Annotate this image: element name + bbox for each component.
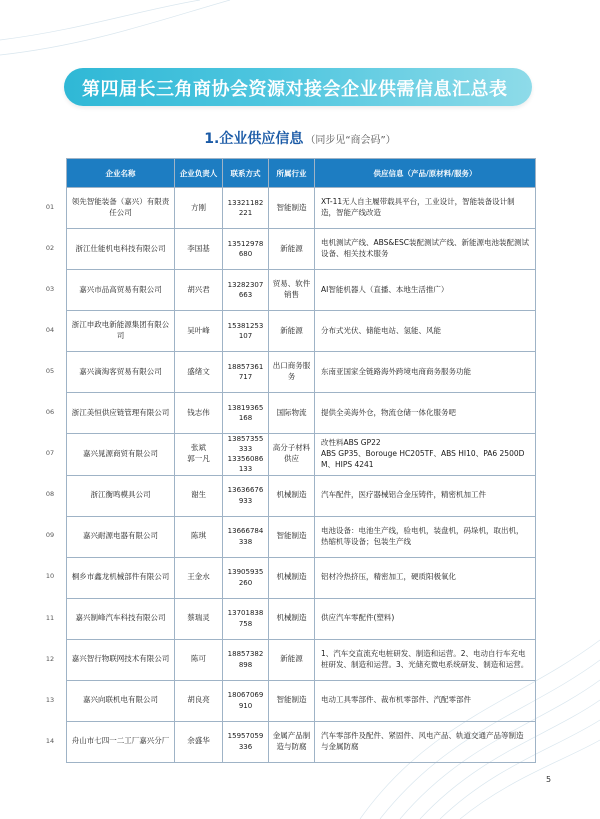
- page-number: 5: [546, 775, 552, 784]
- cell-industry: 机械制造: [269, 475, 315, 516]
- cell-person: 谢生: [175, 475, 223, 516]
- table-row: [67, 721, 536, 762]
- col-header-person: 企业负责人: [175, 159, 223, 188]
- cell-person: 王金水: [175, 557, 223, 598]
- cell-industry: 高分子材料供应: [269, 434, 315, 476]
- cell-industry: 金属产品制造与防腐: [269, 721, 315, 762]
- cell-supply: 分布式光伏、储能电站、氢能、风能: [315, 311, 536, 352]
- table-row: [67, 557, 536, 598]
- page-title: 第四届长三角商协会资源对接会企业供需信息汇总表: [82, 79, 508, 100]
- cell-phone: 13666784338: [223, 516, 269, 557]
- col-header-supply: 供应信息（产品/原材料/服务）: [315, 159, 536, 188]
- table-row: [67, 475, 536, 516]
- cell-phone: 15381253107: [223, 311, 269, 352]
- supply-table: [66, 158, 536, 763]
- cell-person: 李国基: [175, 229, 223, 270]
- cell-phone: 18857361717: [223, 352, 269, 393]
- cell-industry: 机械制造: [269, 598, 315, 639]
- row-number: 01: [45, 202, 55, 211]
- row-number: 10: [45, 572, 55, 581]
- section-title: 1.企业供应信息: [204, 131, 304, 147]
- cell-supply: 提供全美海外仓，物流仓储一体化服务吧: [315, 393, 536, 434]
- cell-phone: 15957059336: [223, 721, 269, 762]
- cell-company: 嘉兴智行物联网技术有限公司: [67, 639, 175, 680]
- table-row: [67, 229, 536, 270]
- table-row: [67, 352, 536, 393]
- row-number: 06: [45, 408, 55, 417]
- cell-company: 嘉兴晁源商贸有限公司: [67, 434, 175, 476]
- cell-supply: AI智能机器人（直播、本地生活推广）: [315, 270, 536, 311]
- table-row: [67, 270, 536, 311]
- cell-phone: 13857355333 13356086133: [223, 434, 269, 476]
- cell-phone: 13512978680: [223, 229, 269, 270]
- cell-supply: 电机测试产线、ABS&ESC装配测试产线、新能源电池装配测试设备、相关技术服务: [315, 229, 536, 270]
- row-number: 05: [45, 366, 55, 375]
- row-number: 12: [45, 654, 55, 663]
- cell-industry: 新能源: [269, 229, 315, 270]
- table-row: [67, 516, 536, 557]
- cell-company: 嘉兴耐源电器有限公司: [67, 516, 175, 557]
- cell-phone: 13636676933: [223, 475, 269, 516]
- cell-person: 张斌 郭一凡: [175, 434, 223, 476]
- col-header-phone: 联系方式: [223, 159, 269, 188]
- cell-phone: 18857382898: [223, 639, 269, 680]
- cell-phone: 13321182221: [223, 188, 269, 229]
- cell-phone: 18067069910: [223, 680, 269, 721]
- cell-company: 浙江美恒供应链管理有限公司: [67, 393, 175, 434]
- cell-company: 嘉兴市品高贸易有限公司: [67, 270, 175, 311]
- cell-industry: 智能制造: [269, 188, 315, 229]
- cell-industry: 新能源: [269, 639, 315, 680]
- cell-industry: 国际物流: [269, 393, 315, 434]
- cell-person: 方刚: [175, 188, 223, 229]
- cell-company: 浙江仕能机电科技有限公司: [67, 229, 175, 270]
- row-number: 13: [45, 695, 55, 704]
- section-heading: [0, 128, 600, 148]
- cell-company: 桐乡市鑫龙机械部件有限公司: [67, 557, 175, 598]
- cell-person: 蔡瑞灵: [175, 598, 223, 639]
- cell-industry: 智能制造: [269, 516, 315, 557]
- table-row: [67, 393, 536, 434]
- cell-company: 嘉兴向联机电有限公司: [67, 680, 175, 721]
- cell-company: 领先智能装备（嘉兴）有限责任公司: [67, 188, 175, 229]
- table-row: [67, 311, 536, 352]
- cell-supply: 电动工具零部件、裁布机零部件、汽配零部件: [315, 680, 536, 721]
- col-header-company: 企业名称: [67, 159, 175, 188]
- cell-supply: 铝材冷热挤压，精密加工，硬质阳极氧化: [315, 557, 536, 598]
- table-body: [67, 188, 536, 763]
- cell-phone: 13819365168: [223, 393, 269, 434]
- cell-person: 陈琪: [175, 516, 223, 557]
- cell-supply: 东南亚国家全链路海外跨境电商商务服务功能: [315, 352, 536, 393]
- section-subtitle: （同步见“商会码”）: [305, 135, 396, 146]
- row-number: 02: [45, 243, 55, 252]
- cell-person: 盛绪文: [175, 352, 223, 393]
- row-number: 14: [45, 736, 55, 745]
- cell-person: 陈可: [175, 639, 223, 680]
- table-header-row: [67, 159, 536, 188]
- cell-industry: 新能源: [269, 311, 315, 352]
- cell-company: 浙江申政电新能源集团有限公司: [67, 311, 175, 352]
- cell-company: 舟山市七四一二工厂嘉兴分厂: [67, 721, 175, 762]
- table-row: [67, 434, 536, 476]
- cell-phone: 13282307663: [223, 270, 269, 311]
- cell-person: 胡兴君: [175, 270, 223, 311]
- cell-supply: 汽车零部件及配件、紧固件、风电产品、轨道交通产品等制造与金属防腐: [315, 721, 536, 762]
- cell-industry: 机械制造: [269, 557, 315, 598]
- cell-person: 吴叶峰: [175, 311, 223, 352]
- row-number: 03: [45, 284, 55, 293]
- cell-supply: 供应汽车零配件(塑料): [315, 598, 536, 639]
- cell-phone: 13905935260: [223, 557, 269, 598]
- cell-company: 嘉兴滴淘客贸易有限公司: [67, 352, 175, 393]
- cell-industry: 智能制造: [269, 680, 315, 721]
- cell-company: 嘉兴制峰汽车科技有限公司: [67, 598, 175, 639]
- cell-industry: 贸易、软件销售: [269, 270, 315, 311]
- table-row: [67, 680, 536, 721]
- cell-company: 浙江衡鸣模具公司: [67, 475, 175, 516]
- row-number: 04: [45, 325, 55, 334]
- cell-industry: 出口商务服务: [269, 352, 315, 393]
- cell-person: 余盛华: [175, 721, 223, 762]
- row-number: 07: [45, 449, 55, 458]
- cell-supply: 电池设备：电池生产线，验电机，装盘机，码垛机，取出机，热缩机等设备；包装生产线: [315, 516, 536, 557]
- cell-person: 胡良亮: [175, 680, 223, 721]
- row-number: 08: [45, 490, 55, 499]
- cell-supply: 改性料ABS GP22 ABS GP35、Borouge HC205TF、ABS HI10、PA6 2500DM、HIPS 4241: [315, 434, 536, 476]
- row-number: 11: [45, 613, 55, 622]
- table-row: [67, 639, 536, 680]
- cell-person: 钱志伟: [175, 393, 223, 434]
- table-row: [67, 598, 536, 639]
- cell-phone: 13701838758: [223, 598, 269, 639]
- col-header-industry: 所属行业: [269, 159, 315, 188]
- cell-supply: 汽车配件，医疗器械铝合金压铸件，精密机加工件: [315, 475, 536, 516]
- cell-supply: XT-11无人自主履带载具平台，工业设计，智能装备设计制造，智能产线改造: [315, 188, 536, 229]
- row-number: 09: [45, 531, 55, 540]
- table-row: [67, 188, 536, 229]
- cell-supply: 1、汽车交直流充电桩研发、制造和运营。2、电动自行车充电桩研发、制造和运营。3、光储充微电系统研发、制造和运营。: [315, 639, 536, 680]
